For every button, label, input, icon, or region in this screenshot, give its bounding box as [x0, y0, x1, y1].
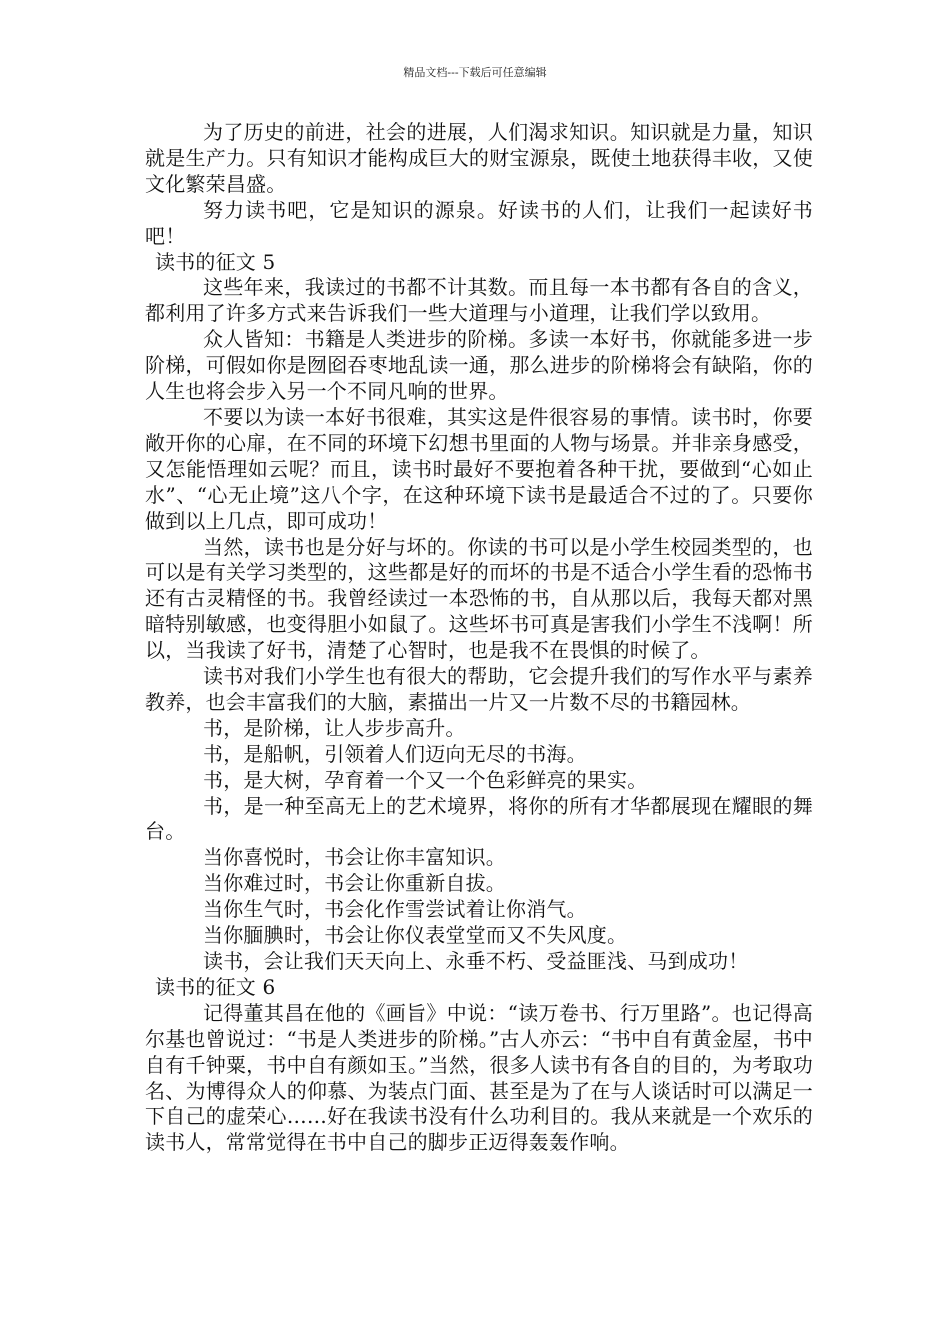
paragraph: 书，是船帆，引领着人们迈向无尽的书海。	[203, 741, 587, 766]
paragraph: 书，是一种至高无上的艺术境界，将你的所有才华都展现在耀眼的舞台。	[145, 793, 813, 844]
paragraph: 读书对我们小学生也有很大的帮助，它会提升我们的写作水平与素养教养，也会丰富我们的大脑，素描出一片又一片数不尽的书籍园林。	[145, 664, 813, 714]
paragraph: 当然，读书也是分好与坏的。你读的书可以是小学生校园类型的，也可以是有关学习类型的，这些都是好的而坏的书是不适合小学生看的恐怖书还有古灵精怪的书。我曾经读过一本恐怖的书，自从那以后，我每天都对黑暗特别敏感，也变得胆小如鼠了。这些坏书可真是害我们小学生不浅啊！所以，当我读了好书，清楚了心智时，也是我不在畏惧的时候了。	[145, 534, 813, 663]
paragraph: 记得董其昌在他的《画旨》中说：“读万卷书、行万里路”。也记得高尔基也曾说过：“书是人类进步的阶梯。”古人亦云：“书中自有黄金屋，书中自有千钟粟，书中自有颜如玉。”当然，很多人读书有各自的目的，为考取功名、为博得众人的仰慕、为装点门面、甚至是为了在与人谈话时可以满足一下自己的虚荣心……好在我读书没有什么功利目的。我从来就是一个欢乐的读书人，常常觉得在书中自己的脚步正迈得轰轰作响。	[145, 1000, 813, 1155]
document-body	[145, 120, 813, 1156]
paragraph: 努力读书吧，它是知识的源泉。好读书的人们，让我们一起读好书吧！	[145, 197, 813, 248]
paragraph: 不要以为读一本好书很难，其实这是件很容易的事情。读书时，你要敞开你的心扉，在不同的环境下幻想书里面的人物与场景。并非亲身感受，又怎能悟理如云呢？而且，读书时最好不要抱着各种干扰，要做到“心如止水”、“心无止境”这八个字，在这种环境下读书是最适合不过的了。只要你做到以上几点，即可成功！	[145, 404, 813, 533]
paragraph: 当你腼腆时，书会让你仪表堂堂而又不失风度。	[203, 923, 628, 948]
paragraph: 众人皆知：书籍是人类进步的阶梯。多读一本好书，你就能多进一步阶梯，可假如你是囫囵吞枣地乱读一通，那么进步的阶梯将会有缺陷，你的人生也将会步入另一个不同凡响的世界。	[145, 327, 813, 404]
section-heading: 读书的征文 5	[155, 249, 276, 274]
paragraph: 当你生气时，书会化作雪尝试着让你消气。	[203, 897, 587, 922]
paragraph: 这些年来，我读过的书都不计其数。而且每一本书都有各自的含义，都利用了许多方式来告诉我们一些大道理与小道理，让我们学以致用。	[145, 275, 813, 326]
paragraph: 当你难过时，书会让你重新自拔。	[203, 871, 506, 896]
paragraph: 读书，会让我们天天向上、永垂不朽、受益匪浅、马到成功！	[203, 949, 749, 973]
paragraph: 当你喜悦时，书会让你丰富知识。	[203, 845, 506, 870]
paragraph: 书，是大树，孕育着一个又一个色彩鲜亮的果实。	[203, 767, 648, 792]
page-header: 精品文档---下载后可任意编辑	[403, 66, 547, 79]
section-heading: 读书的征文 6	[155, 974, 276, 999]
paragraph: 书，是阶梯，让人步步高升。	[203, 715, 466, 740]
paragraph: 为了历史的前进，社会的进展，人们渴求知识。知识就是力量，知识就是生产力。只有知识才能构成巨大的财宝源泉，既使土地获得丰收，又使文化繁荣昌盛。	[145, 120, 813, 196]
